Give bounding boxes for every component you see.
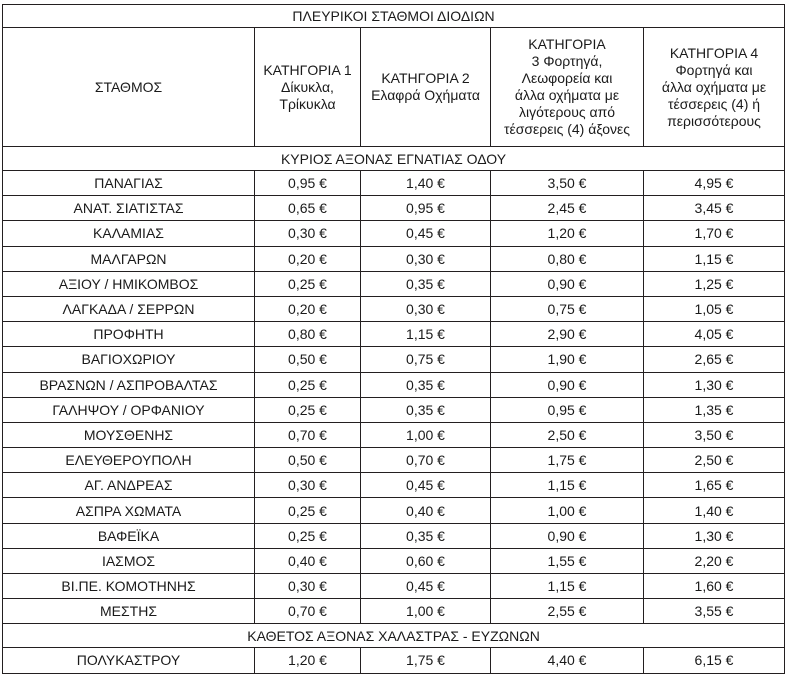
- station-name: ΒΑΓΙΟΧΩΡΙΟΥ: [3, 347, 255, 372]
- price-category-4: 4,05 €: [644, 322, 785, 347]
- table-row: [3, 422, 785, 447]
- price-category-2: 0,45 €: [361, 473, 491, 498]
- price-category-2: 0,45 €: [361, 574, 491, 599]
- price-category-1: 0,30 €: [255, 473, 361, 498]
- price-category-4: 4,95 €: [644, 171, 785, 196]
- station-name: ΜΟΥΣΘΕΝΗΣ: [3, 422, 255, 447]
- price-category-4: 1,35 €: [644, 397, 785, 422]
- table-row: [3, 221, 785, 246]
- table-row: [3, 246, 785, 271]
- price-category-3: 1,00 €: [491, 498, 644, 523]
- price-category-3: 2,55 €: [491, 599, 644, 624]
- price-category-2: 1,15 €: [361, 322, 491, 347]
- price-category-4: 1,30 €: [644, 372, 785, 397]
- table-row: [3, 397, 785, 422]
- price-category-1: 0,65 €: [255, 196, 361, 221]
- table-row: [3, 498, 785, 523]
- table-row: [3, 548, 785, 573]
- price-category-2: 0,40 €: [361, 498, 491, 523]
- price-category-4: 3,45 €: [644, 196, 785, 221]
- station-name: ΜΑΛΓΑΡΩΝ: [3, 246, 255, 271]
- table-row: [3, 473, 785, 498]
- station-name: ΛΑΓΚΑΔΑ / ΣΕΡΡΩΝ: [3, 296, 255, 321]
- price-category-4: 1,60 €: [644, 574, 785, 599]
- header-row: [3, 28, 785, 147]
- price-category-4: 3,50 €: [644, 422, 785, 447]
- price-category-1: 0,25 €: [255, 397, 361, 422]
- table-row: [3, 271, 785, 296]
- station-name: ΠΡΟΦΗΤΗ: [3, 322, 255, 347]
- price-category-2: 0,35 €: [361, 271, 491, 296]
- price-category-1: 0,80 €: [255, 322, 361, 347]
- price-category-3: 0,90 €: [491, 271, 644, 296]
- price-category-1: 0,95 €: [255, 171, 361, 196]
- price-category-4: 1,25 €: [644, 271, 785, 296]
- station-name: ΙΑΣΜΟΣ: [3, 548, 255, 573]
- price-category-3: 0,75 €: [491, 296, 644, 321]
- price-category-2: 1,40 €: [361, 171, 491, 196]
- price-category-3: 1,15 €: [491, 574, 644, 599]
- price-category-3: 2,45 €: [491, 196, 644, 221]
- table-title: ΠΛΕΥΡΙΚΟΙ ΣΤΑΘΜΟΙ ΔΙΟΔΙΩΝ: [3, 5, 785, 28]
- price-category-2: 1,75 €: [361, 648, 491, 673]
- price-category-2: 0,70 €: [361, 448, 491, 473]
- station-name: ΑΞΙΟΥ / ΗΜΙΚΟΜΒΟΣ: [3, 271, 255, 296]
- price-category-1: 0,40 €: [255, 548, 361, 573]
- table-row: [3, 599, 785, 624]
- price-category-3: 1,90 €: [491, 347, 644, 372]
- price-category-1: 0,30 €: [255, 574, 361, 599]
- section-title: ΚΥΡΙΟΣ ΑΞΟΝΑΣ ΕΓΝΑΤΙΑΣ ΟΔΟΥ: [3, 147, 785, 171]
- price-category-4: 2,65 €: [644, 347, 785, 372]
- price-category-1: 1,20 €: [255, 648, 361, 673]
- toll-stations-table: [2, 4, 785, 674]
- price-category-1: 0,20 €: [255, 246, 361, 271]
- station-name: ΑΓ. ΑΝΔΡΕΑΣ: [3, 473, 255, 498]
- price-category-3: 0,95 €: [491, 397, 644, 422]
- price-category-1: 0,25 €: [255, 523, 361, 548]
- table-row: [3, 322, 785, 347]
- price-category-3: 0,80 €: [491, 246, 644, 271]
- price-category-2: 1,00 €: [361, 599, 491, 624]
- header-category-4: ΚΑΤΗΓΟΡΙΑ 4 Φορτηγά και άλλα οχήματα με τέσσερεις (4) ή περισσότερους: [644, 28, 785, 147]
- table-row: [3, 296, 785, 321]
- price-category-2: 0,35 €: [361, 523, 491, 548]
- price-category-3: 2,50 €: [491, 422, 644, 447]
- station-name: ΒΡΑΣΝΩΝ / ΑΣΠΡΟΒΑΛΤΑΣ: [3, 372, 255, 397]
- price-category-4: 2,20 €: [644, 548, 785, 573]
- price-category-1: 0,25 €: [255, 271, 361, 296]
- price-category-3: 0,90 €: [491, 523, 644, 548]
- price-category-1: 0,20 €: [255, 296, 361, 321]
- price-category-4: 2,50 €: [644, 448, 785, 473]
- price-category-4: 1,15 €: [644, 246, 785, 271]
- header-category-2: ΚΑΤΗΓΟΡΙΑ 2 Ελαφρά Οχήματα: [361, 28, 491, 147]
- price-category-3: 3,50 €: [491, 171, 644, 196]
- station-name: ΑΝΑΤ. ΣΙΑΤΙΣΤΑΣ: [3, 196, 255, 221]
- table-row: [3, 196, 785, 221]
- price-category-2: 0,30 €: [361, 246, 491, 271]
- price-category-2: 0,95 €: [361, 196, 491, 221]
- price-category-1: 0,30 €: [255, 221, 361, 246]
- price-category-4: 1,05 €: [644, 296, 785, 321]
- price-category-2: 0,75 €: [361, 347, 491, 372]
- station-name: ΑΣΠΡΑ ΧΩΜΑΤΑ: [3, 498, 255, 523]
- section-row: [3, 624, 785, 648]
- price-category-2: 1,00 €: [361, 422, 491, 447]
- price-category-1: 0,70 €: [255, 422, 361, 447]
- price-category-4: 1,30 €: [644, 523, 785, 548]
- price-category-3: 1,75 €: [491, 448, 644, 473]
- title-row: [3, 5, 785, 28]
- price-category-2: 0,30 €: [361, 296, 491, 321]
- table-row: [3, 648, 785, 673]
- table-row: [3, 372, 785, 397]
- section-title: ΚΑΘΕΤΟΣ ΑΞΟΝΑΣ ΧΑΛΑΣΤΡΑΣ - ΕΥΖΩΝΩΝ: [3, 624, 785, 648]
- header-category-1: ΚΑΤΗΓΟΡΙΑ 1 Δίκυκλα, Τρίκυκλα: [255, 28, 361, 147]
- station-name: ΚΑΛΑΜΙΑΣ: [3, 221, 255, 246]
- table-row: [3, 171, 785, 196]
- price-category-3: 4,40 €: [491, 648, 644, 673]
- section-row: [3, 147, 785, 171]
- station-name: ΠΑΝΑΓΙΑΣ: [3, 171, 255, 196]
- header-station: ΣΤΑΘΜΟΣ: [3, 28, 255, 147]
- price-category-2: 0,60 €: [361, 548, 491, 573]
- station-name: ΜΕΣΤΗΣ: [3, 599, 255, 624]
- table-body: [3, 5, 785, 674]
- price-category-2: 0,35 €: [361, 372, 491, 397]
- price-category-3: 0,90 €: [491, 372, 644, 397]
- price-category-4: 6,15 €: [644, 648, 785, 673]
- price-category-1: 0,50 €: [255, 448, 361, 473]
- price-category-1: 0,70 €: [255, 599, 361, 624]
- price-category-2: 0,35 €: [361, 397, 491, 422]
- table-row: [3, 448, 785, 473]
- header-category-3: ΚΑΤΗΓΟΡΙΑ 3 Φορτηγά, Λεωφορεία και άλλα οχήματα με λιγότερους από τέσσερεις (4) άξονες: [491, 28, 644, 147]
- price-category-4: 1,40 €: [644, 498, 785, 523]
- price-category-1: 0,25 €: [255, 498, 361, 523]
- station-name: ΓΑΛΗΨΟΥ / ΟΡΦΑΝΙΟΥ: [3, 397, 255, 422]
- table-row: [3, 574, 785, 599]
- price-category-4: 3,55 €: [644, 599, 785, 624]
- price-category-2: 0,45 €: [361, 221, 491, 246]
- station-name: ΒΑΦΕΪΚΑ: [3, 523, 255, 548]
- table-row: [3, 523, 785, 548]
- station-name: ΕΛΕΥΘΕΡΟΥΠΟΛΗ: [3, 448, 255, 473]
- table-row: [3, 347, 785, 372]
- price-category-1: 0,50 €: [255, 347, 361, 372]
- station-name: ΠΟΛΥΚΑΣΤΡΟΥ: [3, 648, 255, 673]
- price-category-3: 1,15 €: [491, 473, 644, 498]
- price-category-3: 1,20 €: [491, 221, 644, 246]
- price-category-3: 1,55 €: [491, 548, 644, 573]
- price-category-1: 0,25 €: [255, 372, 361, 397]
- price-category-4: 1,70 €: [644, 221, 785, 246]
- price-category-4: 1,65 €: [644, 473, 785, 498]
- price-category-3: 2,90 €: [491, 322, 644, 347]
- station-name: ΒΙ.ΠΕ. ΚΟΜΟΤΗΝΗΣ: [3, 574, 255, 599]
